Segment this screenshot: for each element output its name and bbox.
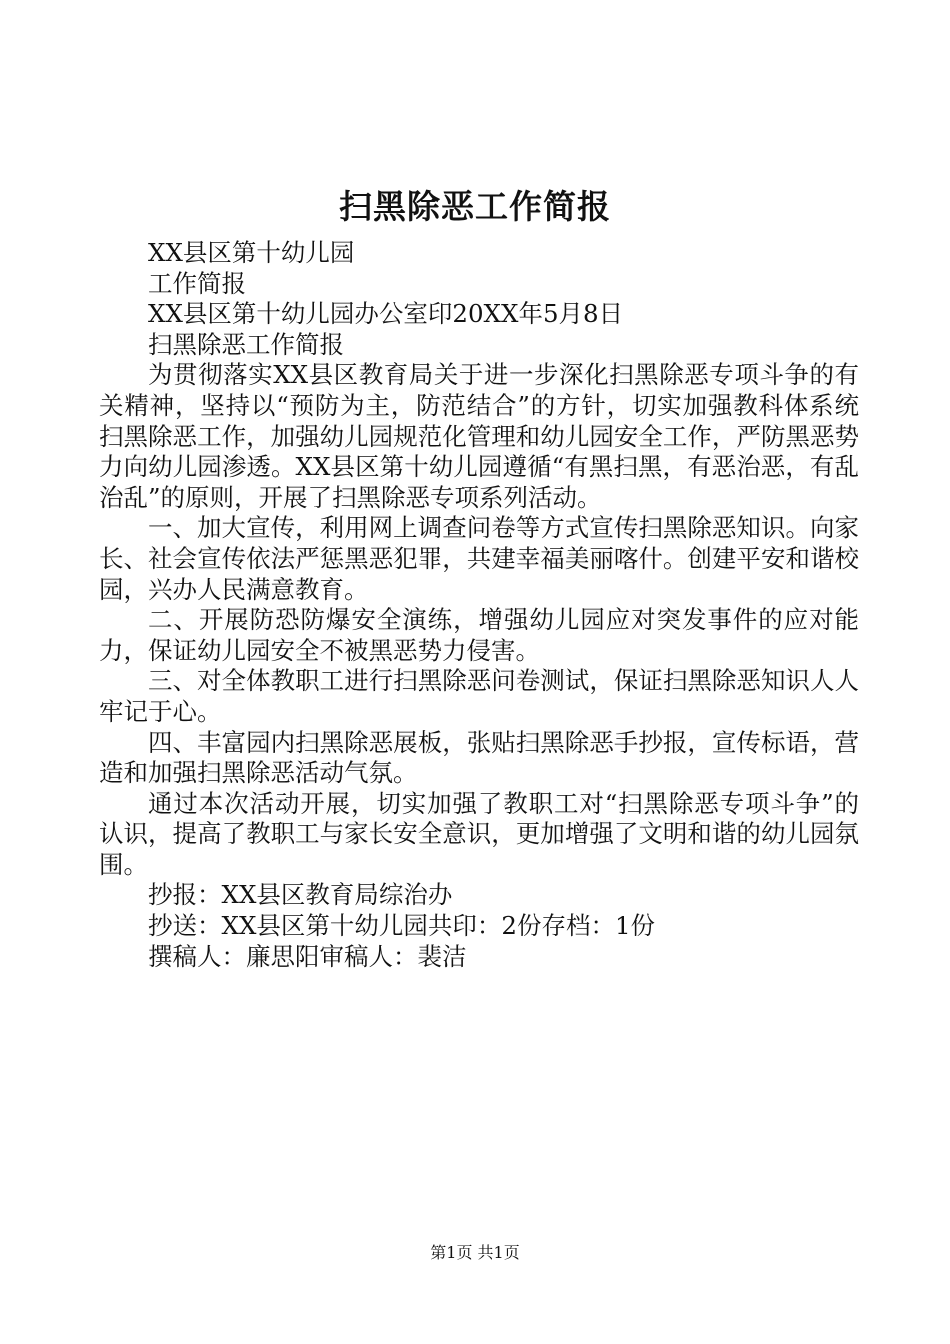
paragraph-copy-to: 抄送：XX县区第十幼儿园共印：2份存档：1份: [148, 911, 656, 941]
paragraph-bulletin-label: 工作简报: [148, 268, 246, 298]
paragraph-item-1: 一、加大宣传，利用网上调查问卷等方式宣传扫黑除恶知识。向家长、社会宣传依法严惩黑恶犯罪，共建幸福美丽喀什。创建平安和谐校园，兴办人民满意教育。: [99, 513, 859, 604]
page-number-footer: 第1页 共1页: [430, 1243, 520, 1262]
paragraph-intro: 为贯彻落实XX县区教育局关于进一步深化扫黑除恶专项斗争的有关精神，坚持以“预防为主，防范结合”的方针，切实加强教科体系统扫黑除恶工作，加强幼儿园规范化管理和幼儿园安全工作，严防黑恶势力向幼儿园渗透。XX县区第十幼儿园遵循“有黑扫黑，有恶治恶，有乱治乱”的原则，开展了扫黑除恶专项系列活动。: [99, 360, 859, 512]
document-title: 扫黑除恶工作简报: [339, 187, 611, 226]
document-body: [99, 238, 859, 972]
paragraph-subtitle: 扫黑除恶工作简报: [148, 329, 344, 359]
paragraph-school-name: XX县区第十幼儿园: [148, 238, 355, 267]
paragraph-authors: 撰稿人：廉思阳审稿人：裴洁: [148, 941, 467, 971]
paragraph-conclusion: 通过本次活动开展，切实加强了教职工对“扫黑除恶专项斗争”的认识，提高了教职工与家长安全意识，更加增强了文明和谐的幼儿园氛围。: [99, 788, 859, 879]
paragraph-issuer-date: XX县区第十幼儿园办公室印20XX年5月8日: [148, 299, 624, 329]
paragraph-item-3: 三、对全体教职工进行扫黑除恶问卷测试，保证扫黑除恶知识人人牢记于心。: [99, 666, 859, 726]
paragraph-report-to: 抄报：XX县区教育局综治办: [148, 880, 453, 910]
paragraph-item-4: 四、丰富园内扫黑除恶展板，张贴扫黑除恶手抄报，宣传标语，营造和加强扫黑除恶活动气氛。: [99, 727, 859, 788]
paragraph-item-2: 二、开展防恐防爆安全演练，增强幼儿园应对突发事件的应对能力，保证幼儿园安全不被黑恶势力侵害。: [99, 605, 859, 665]
